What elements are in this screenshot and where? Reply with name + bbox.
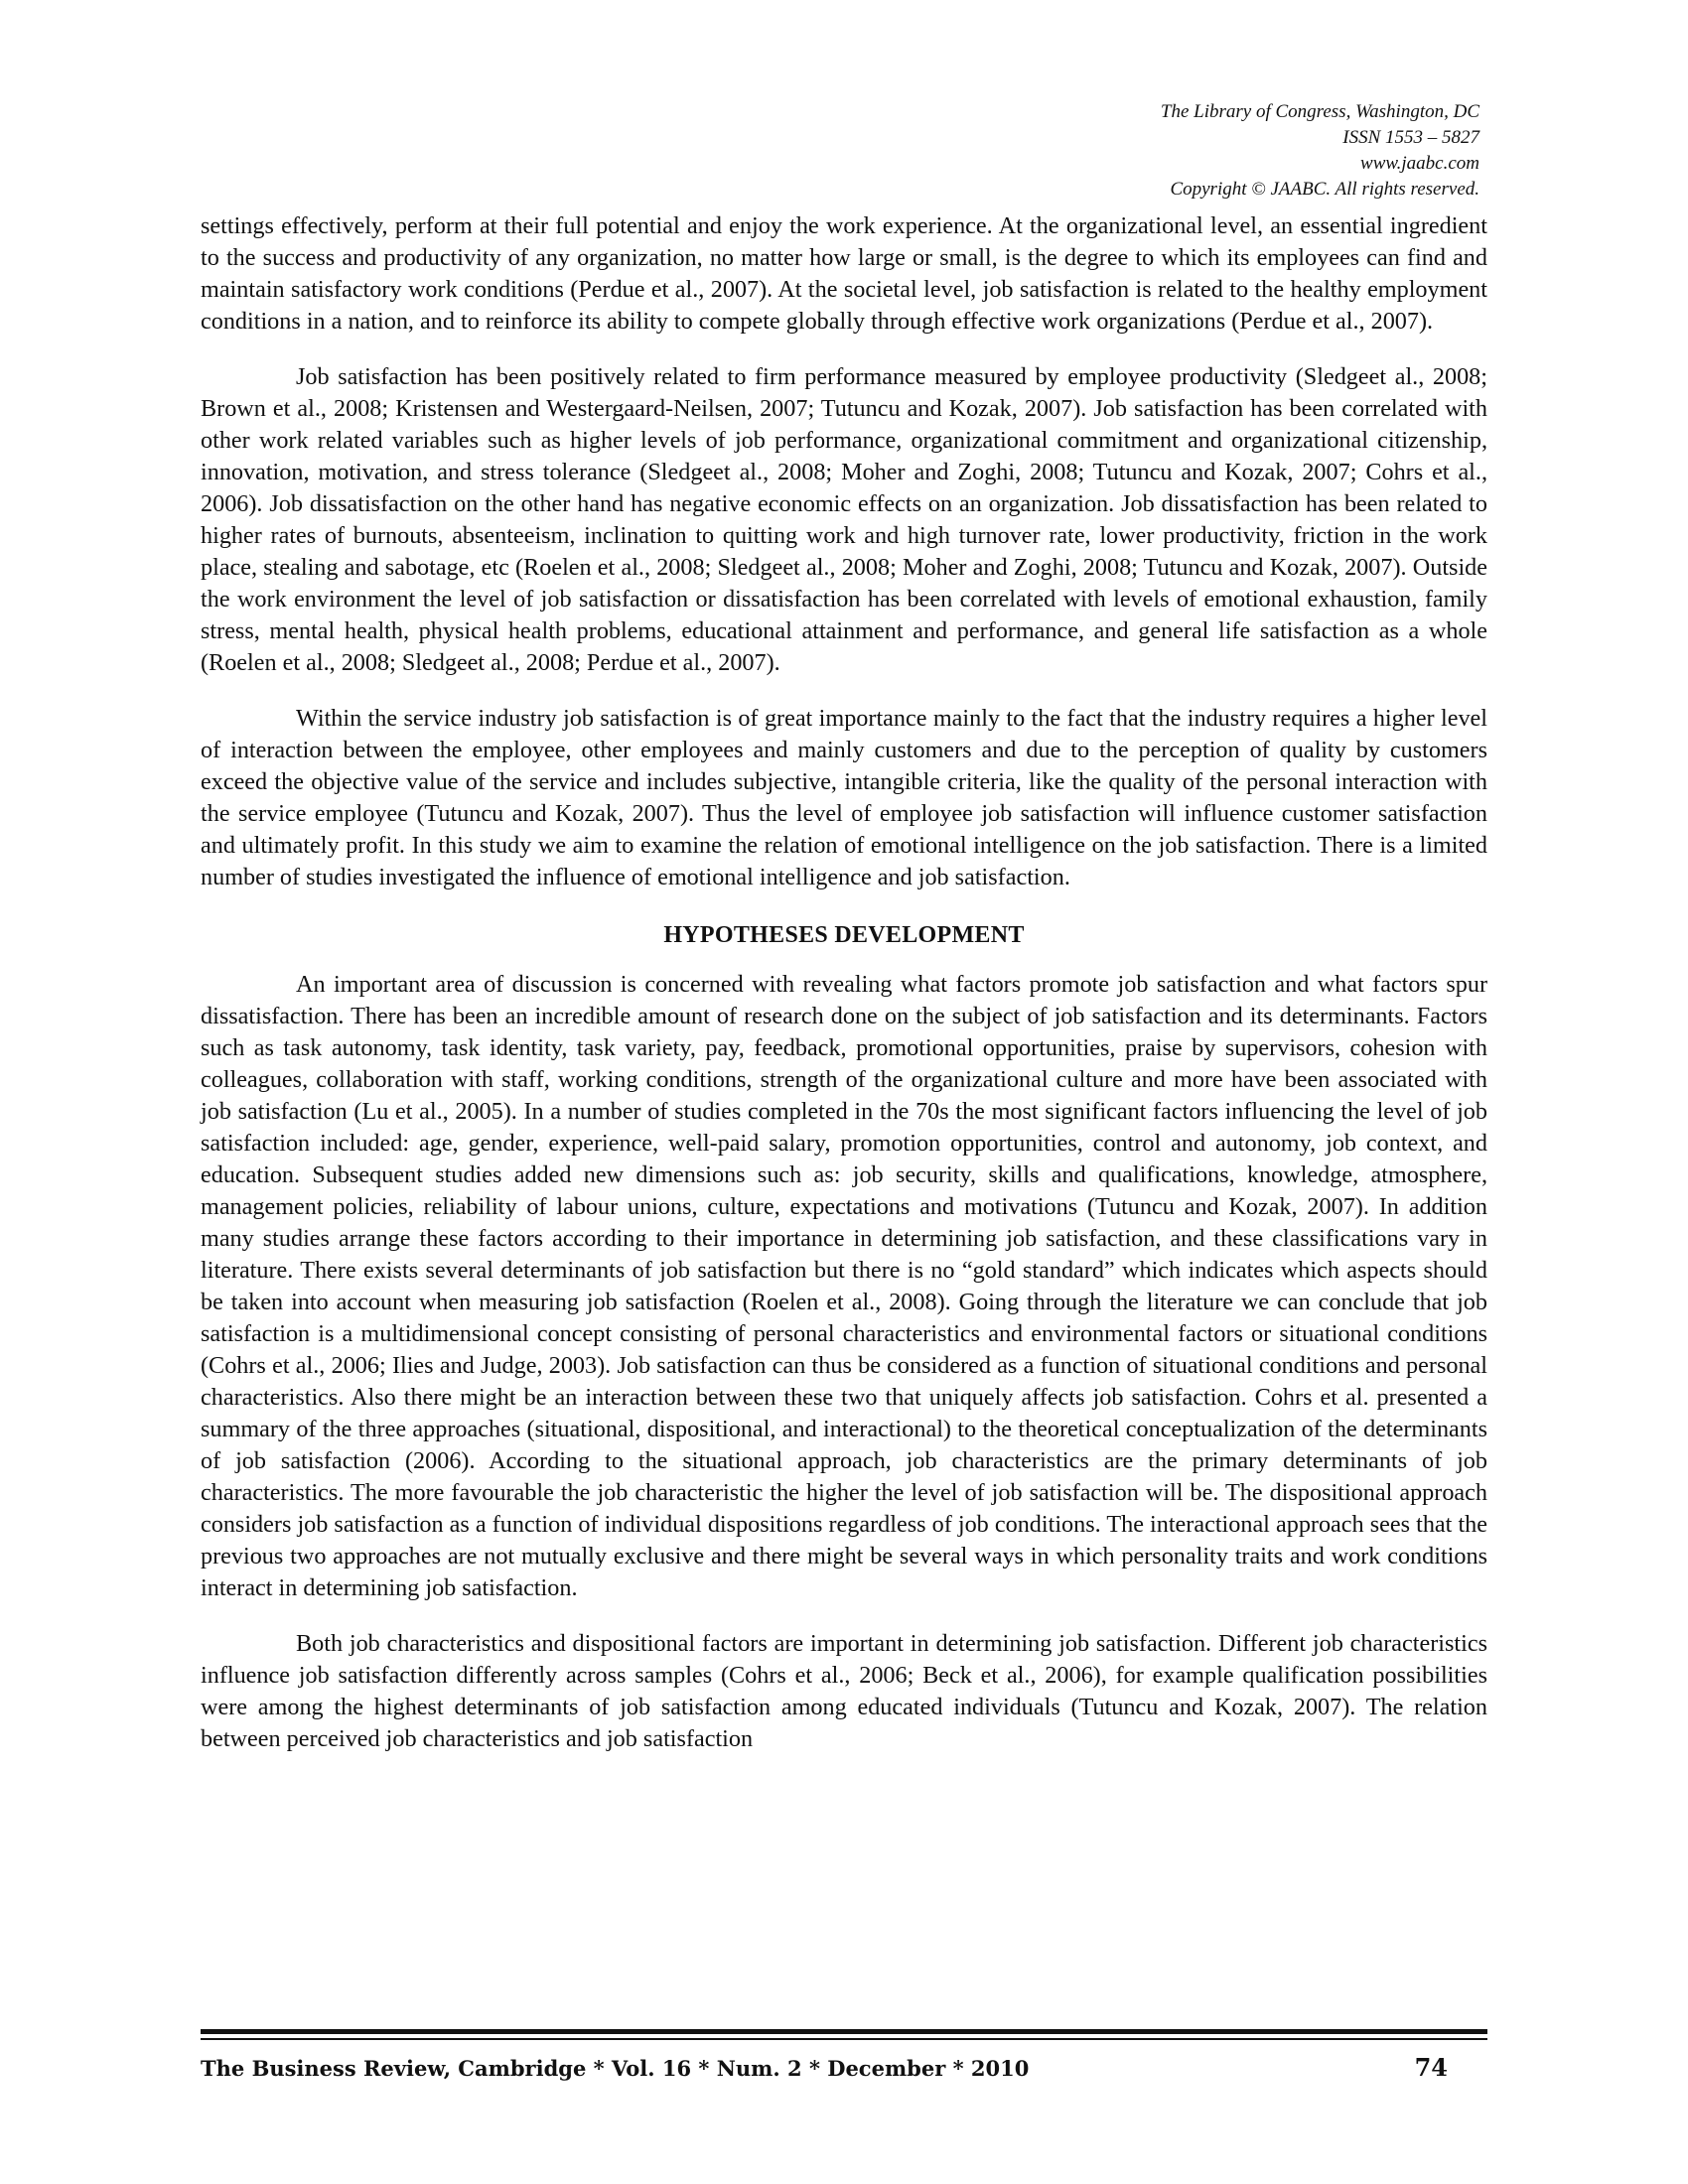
footer-divider <box>201 2029 1487 2034</box>
page-number: 74 <box>1414 2053 1448 2082</box>
footer-divider-thin <box>201 2038 1487 2040</box>
header-line-copyright: Copyright © JAABC. All rights reserved. <box>1170 179 1479 200</box>
body-paragraph: Job satisfaction has been positively related to firm performance measured by employee productivity (Sledgeet al., 2008; Brown et al., 2008; Kristensen and Westergaard-Neilsen, 2007; Tutuncu and Kozak, 2007). Job satisfaction has been correlated with other work related variables such as higher levels of job performance, organizational commitment and organizational citizenship, innovation, motivation, and stress tolerance (Sledgeet al., 2008; Moher and Zoghi, 2008; Tutuncu and Kozak, 2007; Cohrs et al., 2006). Job dissatisfaction on the other hand has negative economic effects on an organization. Job dissatisfaction has been related to higher rates of burnouts, absenteeism, inclination to quitting work and high turnover rate, lower productivity, friction in the work place, stealing and sabotage, etc (Roelen et al., 2008; Sledgeet al., 2008; Moher and Zoghi, 2008; Tutuncu and Kozak, 2007). Outside the work environment the level of job satisfaction or dissatisfaction has been correlated with levels of emotional exhaustion, family stress, mental health, physical health problems, educational attainment and performance, and general life satisfaction as a whole (Roelen et al., 2008; Sledgeet al., 2008; Perdue et al., 2007). <box>201 363 1487 676</box>
header-line-issn: ISSN 1553 – 5827 <box>1342 127 1479 148</box>
body-paragraph: settings effectively, perform at their full potential and enjoy the work experience. At the organizational level, an essential ingredient to the success and productivity of any organization, no matter how large or small, is the degree to which its employees can find and maintain satisfactory work conditions (Perdue et al., 2007). At the societal level, job satisfaction is related to the healthy employment conditions in a nation, and to reinforce its ability to compete globally through effective work organizations (Perdue et al., 2007). <box>201 212 1487 335</box>
header-line-institution: The Library of Congress, Washington, DC <box>1160 101 1479 122</box>
article-body <box>201 210 1487 1755</box>
journal-citation: The Business Review, Cambridge * Vol. 16 * Num. 2 * December * 2010 <box>201 2056 1030 2081</box>
header-line-website: www.jaabc.com <box>1360 153 1479 174</box>
body-paragraph: Within the service industry job satisfaction is of great importance mainly to the fact that the industry requires a higher level of interaction between the employee, other employees and mainly customers and due to the perception of quality by customers exceed the objective value of the service and includes subjective, intangible criteria, like the quality of the personal interaction with the service employee (Tutuncu and Kozak, 2007). Thus the level of employee job satisfaction will influence customer satisfaction and ultimately profit. In this study we aim to examine the relation of emotional intelligence on the job satisfaction. There is a limited number of studies investigated the influence of emotional intelligence and job satisfaction. <box>201 705 1487 890</box>
section-heading: HYPOTHESES DEVELOPMENT <box>663 922 1025 948</box>
running-footer <box>201 2053 1487 2082</box>
running-header <box>884 99 1479 203</box>
body-paragraph: An important area of discussion is concerned with revealing what factors promote job satisfaction and what factors spur dissatisfaction. There has been an incredible amount of research done on the subject of job satisfaction and its determinants. Factors such as task autonomy, task identity, task variety, pay, feedback, promotional opportunities, praise by supervisors, cohesion with colleagues, collaboration with staff, working conditions, strength of the organizational culture and more have been associated with job satisfaction (Lu et al., 2005). In a number of studies completed in the 70s the most significant factors influencing the level of job satisfaction included: age, gender, experience, well-paid salary, promotion opportunities, control and autonomy, job context, and education. Subsequent studies added new dimensions such as: job security, skills and qualifications, knowledge, atmosphere, management policies, reliability of labour unions, culture, expectations and motivations (Tutuncu and Kozak, 2007). In addition many studies arrange these factors according to their importance in determining job satisfaction, and these classifications vary in literature. There exists several determinants of job satisfaction but there is no “gold standard” which indicates which aspects should be taken into account when measuring job satisfaction (Roelen et al., 2008). Going through the literature we can conclude that job satisfaction is a multidimensional concept consisting of personal characteristics and environmental factors or situational conditions (Cohrs et al., 2006; Ilies and Judge, 2003). Job satisfaction can thus be considered as a function of situational conditions and personal characteristics. Also there might be an interaction between these two that uniquely affects job satisfaction. Cohrs et al. presented a summary of the three approaches (situational, dispositional, and interactional) to the theoretical conceptualization of the determinants of job satisfaction (2006). According to the situational approach, job characteristics are the primary determinants of job characteristics. The more favourable the job characteristic the higher the level of job satisfaction will be. The dispositional approach considers job satisfaction as a function of individual dispositions regardless of job conditions. The interactional approach sees that the previous two approaches are not mutually exclusive and there might be several ways in which personality traits and work conditions interact in determining job satisfaction. <box>201 971 1487 1601</box>
body-paragraph: Both job characteristics and dispositional factors are important in determining job satisfaction. Different job characteristics influence job satisfaction differently across samples (Cohrs et al., 2006; Beck et al., 2006), for example qualification possibilities were among the highest determinants of job satisfaction among educated individuals (Tutuncu and Kozak, 2007). The relation between perceived job characteristics and job satisfaction <box>201 1630 1487 1752</box>
